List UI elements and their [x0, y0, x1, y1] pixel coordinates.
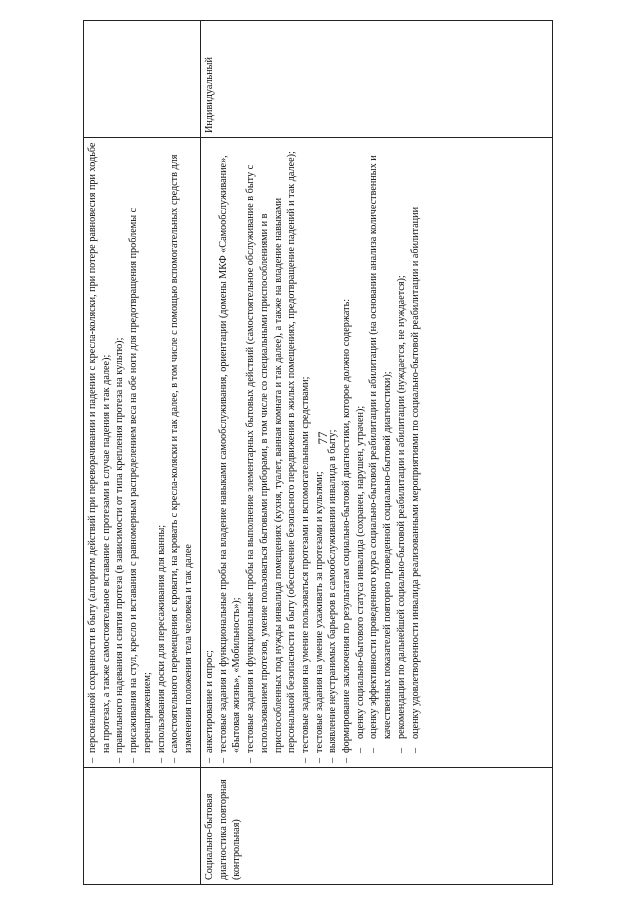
- sub-list-item: –рекомендации по дальнейшей социально-бытовой реабилитации и абилитации (нуждается, не нуждается);: [395, 275, 407, 753]
- sub-list-item-text: оценку удовлетворенности инвалида реализованными мероприятиями по социально-бытовой реабилитации и абилитации: [409, 206, 421, 739]
- list-item: –анкетирование и опрос;: [204, 650, 215, 763]
- list-item-text: правильного надевания и снятия протеза (в зависимости от типа крепления протеза на культю);: [114, 337, 126, 753]
- list-item-text: присаживания на стул, кресло и вставания с равномерным распределением веса на обе ноги для предотвращения проблемы с перенапряжением;: [128, 207, 153, 753]
- rotated-table: [83, 20, 553, 885]
- table-cell-content: [201, 138, 553, 768]
- list-item: –самостоятельного перемещения с кровати, на кровать с кресла-коляски и так далее, в том числе с помощью вспомогательных средств для изменения положения тела человека и так далее: [169, 154, 194, 763]
- list-item: –тестовые задания и функциональные пробы на выполнение элементарных бытовых действий (самостоятельное обслуживание в быту с использованием протезов, умение пользоваться бытовыми приборами, в том числе со специальными приспособлениями и в приспособленных под нужды инвалида помещениях (кухня, туалет, ванная комната и так далее), а также на владение навыками персональной безопасности в быту (обеспечение безопасного передвижения в жилых помещениях, предотвращение падений и так далее);: [245, 151, 298, 763]
- list-item: –персональной сохранности в быту (алгоритм действий при переворачивании и падении с кресла-коляски, при потере равновесия при ходьбе на протезах, а также самостоятельное вставание с протезами в случае падения и так далее);: [87, 142, 112, 763]
- list-item: –тестовые задания и функциональные пробы на владение навыками самообслуживания, ориентации (домены МКФ «Самообслуживание», «Бытовая жизнь», «Мобильность»);: [217, 155, 243, 763]
- sub-list-item: –оценку удовлетворенности инвалида реализованными мероприятиями по социально-бытовой реабилитации и абилитации: [409, 206, 421, 753]
- list-item-text: тестовые задания на умение ухаживать за протезами и культями;: [313, 471, 325, 753]
- item-list: [203, 142, 422, 763]
- sub-list-item: –оценку эффективности проведенного курса социально-бытовой реабилитации и абилитации (на основании анализа количественных и качественных показателей повторно проведенной социально-бытовой диагностики);: [368, 155, 394, 753]
- table-cell-form: [84, 21, 201, 138]
- sub-list-item-text: оценку эффективности проведенного курса социально-бытовой реабилитации и абилитации (на основании анализа количественных и качественных показателей повторно проведенной социально-бытовой диагностики);: [368, 155, 394, 739]
- list-item-text: анкетирование и опрос;: [204, 650, 215, 753]
- item-list: [86, 142, 196, 763]
- list-item-text: самостоятельного перемещения с кровати, на кровать с кресла-коляски и так далее, в том числе с помощью вспомогательных средств для изменения положения тела человека и так далее: [169, 154, 194, 753]
- table-row: [201, 21, 553, 885]
- list-item-text: формирование заключения по результатам социально-бытовой диагностики, которое должно содержать:: [341, 298, 353, 753]
- list-item-text: персональной сохранности в быту (алгоритм действий при переворачивании и падении с кресла-коляски, при потере равновесия при ходьбе на протезах, а также самостоятельное вставание с протезами в случае падения и так далее);: [87, 142, 112, 753]
- table-row: [84, 21, 201, 885]
- list-item: –выявление неустранимых барьеров в самообслуживании инвалида в быту;: [327, 429, 339, 763]
- list-item: –тестовые задания на умение ухаживать за протезами и культями;: [313, 471, 325, 763]
- list-item-text: тестовые задания и функциональные пробы на выполнение элементарных бытовых действий (самостоятельное обслуживание в быту с использованием протезов, умение пользоваться бытовыми приборами, в том числе со специальными приспособлениями и в приспособленных под нужды инвалида помещениях (кухня, туалет, ванная комната и так далее), а также на владение навыками персональной безопасности в быту (обеспечение безопасного передвижения в жилых помещениях, предотвращение падений и так далее);: [245, 151, 298, 753]
- page-number: 77: [315, 431, 330, 445]
- list-item: –использования доски для пересаживания для ванны;: [155, 524, 167, 763]
- sub-list-item: –оценку социально-бытового статуса инвалида (сохранен, нарушен, утрачен);: [354, 405, 366, 753]
- list-item: –тестовые задания на умение пользоваться протезами и вспомогательными средствами;: [299, 376, 311, 763]
- rehab-table: [83, 20, 553, 885]
- list-item-text: использования доски для пересаживания для ванны;: [155, 524, 167, 753]
- list-item-text: тестовые задания на умение пользоваться протезами и вспомогательными средствами;: [299, 376, 311, 753]
- list-item: –присаживания на стул, кресло и вставания с равномерным распределением веса на обе ноги для предотвращения проблемы с перенапряжением;: [128, 207, 153, 763]
- list-item-text: выявление неустранимых барьеров в самообслуживании инвалида в быту;: [327, 429, 339, 753]
- list-item: –формирование заключения по результатам социально-бытовой диагностики, которое должно содержать:: [341, 298, 353, 763]
- sub-list-item-text: рекомендации по дальнейшей социально-бытовой реабилитации и абилитации (нуждается, не нуждается);: [395, 275, 407, 739]
- table-cell-service: [84, 768, 201, 885]
- table-container: [83, 20, 553, 885]
- table-cell-service: Социально-бытовая диагностика повторная (контрольная): [201, 768, 553, 885]
- list-item: –правильного надевания и снятия протеза (в зависимости от типа крепления протеза на культю);: [114, 337, 126, 763]
- table-cell-form: Индивидуальный: [201, 21, 553, 138]
- sub-list-item-text: оценку социально-бытового статуса инвалида (сохранен, нарушен, утрачен);: [354, 405, 366, 739]
- list-item-text: тестовые задания и функциональные пробы на владение навыками самообслуживания, ориентации (домены МКФ «Самообслуживание», «Бытовая жизнь», «Мобильность»);: [217, 155, 243, 753]
- table-cell-content: [84, 138, 201, 768]
